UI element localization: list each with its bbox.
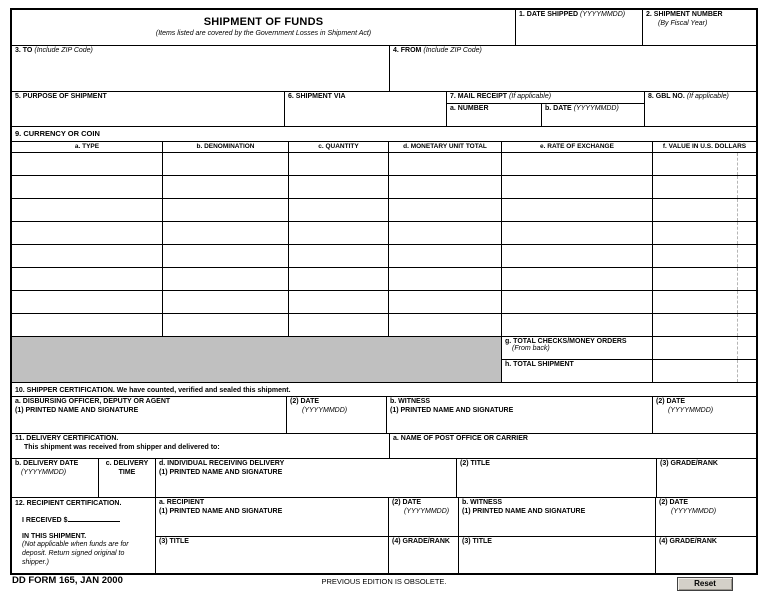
currency-row xyxy=(12,268,756,291)
from-hint: (Include ZIP Code) xyxy=(423,47,482,54)
in-this-shipment-label: IN THIS SHIPMENT. xyxy=(22,532,87,540)
carrier-label: a. NAME OF POST OFFICE OR CARRIER xyxy=(393,435,528,442)
recipient-witness-date-label: (2) DATE xyxy=(659,499,689,506)
currency-cell-f[interactable] xyxy=(653,222,756,244)
currency-row xyxy=(12,314,756,337)
date-shipped-hint: (YYYYMMDD) xyxy=(580,11,626,18)
recipient-date-label: (2) DATE xyxy=(392,499,422,506)
date-shipped-label: 1. DATE SHIPPED xyxy=(519,11,578,18)
mail-receipt-label: 7. MAIL RECEIPT xyxy=(450,93,508,100)
recipient-grade-field[interactable] xyxy=(389,537,459,575)
currency-table-header xyxy=(12,142,756,153)
currency-row xyxy=(12,222,756,245)
gbl-field[interactable] xyxy=(645,92,756,126)
recipient-witness-grade-label: (4) GRADE/RANK xyxy=(659,538,717,545)
shipper-witness-label: b. WITNESS xyxy=(390,398,431,405)
disbursing-officer-label: a. DISBURSING OFFICER, DEPUTY OR AGENT xyxy=(15,398,171,405)
dd-form-165 xyxy=(10,8,758,575)
from-label: 4. FROM xyxy=(393,47,422,54)
currency-cell-a[interactable] xyxy=(12,245,163,267)
currency-section-title: 9. CURRENCY OR COIN xyxy=(12,127,756,142)
shipment-via-label: 6. SHIPMENT VIA xyxy=(288,93,346,100)
recipient-certification-block xyxy=(12,498,756,575)
individual-receiving-field[interactable] xyxy=(156,459,457,497)
received-amount-line[interactable] xyxy=(15,514,152,526)
recipient-witness-field[interactable] xyxy=(459,498,656,536)
currency-row xyxy=(12,291,756,314)
currency-cell-a[interactable] xyxy=(12,199,163,221)
total-shipment-row xyxy=(502,360,756,382)
currency-cell-e[interactable] xyxy=(502,176,653,198)
currency-cell-c[interactable] xyxy=(289,153,389,175)
total-checks-label-cell xyxy=(502,337,653,359)
shipper-certification-title-text: 10. SHIPPER CERTIFICATION. We have counted, verified and sealed this shipment. xyxy=(15,387,291,394)
total-checks-label: g. TOTAL CHECKS/MONEY ORDERS xyxy=(505,338,627,345)
currency-cell-d[interactable] xyxy=(389,199,502,221)
individual-receiving-label: d. INDIVIDUAL RECEIVING DELIVERY xyxy=(159,460,285,467)
recipient-label: a. RECIPIENT xyxy=(159,499,205,506)
mail-receipt-block xyxy=(447,92,645,126)
recipient-row xyxy=(156,498,756,537)
currency-cell-f[interactable] xyxy=(653,176,756,198)
to-hint: (Include ZIP Code) xyxy=(34,47,93,54)
currency-cell-f[interactable] xyxy=(653,245,756,267)
currency-cell-c[interactable] xyxy=(289,268,389,290)
carrier-field[interactable] xyxy=(390,434,756,458)
delivery-title-field[interactable] xyxy=(457,459,657,497)
currency-cell-b[interactable] xyxy=(163,245,289,267)
purpose-label: 5. PURPOSE OF SHIPMENT xyxy=(15,93,107,100)
individual-receiving-sub-label: (1) PRINTED NAME AND SIGNATURE xyxy=(159,468,283,476)
currency-cell-f[interactable] xyxy=(653,314,756,336)
col-header-rate-of-exchange: e. RATE OF EXCHANGE xyxy=(502,142,653,152)
currency-cell-c[interactable] xyxy=(289,314,389,336)
currency-cell-a[interactable] xyxy=(12,153,163,175)
currency-cell-a[interactable] xyxy=(12,314,163,336)
currency-cell-a[interactable] xyxy=(12,268,163,290)
recipient-certification-right xyxy=(156,498,756,575)
shipper-certification-row xyxy=(12,397,756,434)
currency-cell-f[interactable] xyxy=(653,199,756,221)
currency-cell-e[interactable] xyxy=(502,245,653,267)
currency-cell-a[interactable] xyxy=(12,176,163,198)
recipient-field[interactable] xyxy=(156,498,389,536)
gbl-hint: (If applicable) xyxy=(686,93,729,100)
col-header-denomination: b. DENOMINATION xyxy=(163,142,289,152)
recipient-certification-left xyxy=(12,498,156,575)
currency-cell-b[interactable] xyxy=(163,291,289,313)
currency-cell-b[interactable] xyxy=(163,222,289,244)
disbursing-officer-sub-label: (1) PRINTED NAME AND SIGNATURE xyxy=(15,406,139,414)
shipment-number-label: 2. SHIPMENT NUMBER xyxy=(646,11,723,18)
currency-cell-c[interactable] xyxy=(289,199,389,221)
total-checks-row xyxy=(502,337,756,360)
currency-cell-e[interactable] xyxy=(502,268,653,290)
currency-cell-b[interactable] xyxy=(163,176,289,198)
shipment-via-field[interactable] xyxy=(285,92,447,126)
delivery-certification-title: 11. DELIVERY CERTIFICATION. xyxy=(15,435,119,442)
recipient-witness-label: b. WITNESS xyxy=(462,499,503,506)
mail-date-field[interactable] xyxy=(542,104,644,126)
total-shipment-label-cell xyxy=(502,360,653,382)
shipper-date-label: (2) DATE xyxy=(290,398,320,405)
delivery-grade-label: (3) GRADE/RANK xyxy=(660,460,718,467)
date-shipped-field[interactable] xyxy=(516,10,643,45)
totals-right xyxy=(502,337,756,382)
currency-cell-e[interactable] xyxy=(502,199,653,221)
recipient-witness-title-label: (3) TITLE xyxy=(462,538,492,545)
currency-cell-f[interactable] xyxy=(653,291,756,313)
recipient-sub-label: (1) PRINTED NAME AND SIGNATURE xyxy=(159,507,283,515)
recipient-witness-title-field[interactable] xyxy=(459,537,656,575)
mail-receipt-hint: (If applicable) xyxy=(509,93,552,100)
recipient-title-row xyxy=(156,537,756,575)
delivery-date-label: b. DELIVERY DATE xyxy=(15,460,79,467)
currency-cell-b[interactable] xyxy=(163,199,289,221)
recipient-title-label: (3) TITLE xyxy=(159,538,189,545)
to-field[interactable] xyxy=(12,46,390,91)
currency-cell-c[interactable] xyxy=(289,222,389,244)
shipper-date-field[interactable] xyxy=(287,397,387,433)
shipper-witness-field[interactable] xyxy=(387,397,653,433)
currency-cell-c[interactable] xyxy=(289,291,389,313)
shipment-number-field[interactable] xyxy=(643,10,756,45)
shipper-certification-title xyxy=(12,383,756,397)
recipient-witness-date-field[interactable] xyxy=(656,498,756,536)
currency-cell-d[interactable] xyxy=(389,222,502,244)
recipient-date-field[interactable] xyxy=(389,498,459,536)
mail-date-label: b. DATE xyxy=(545,105,572,112)
delivery-certification-subtitle: This shipment was received from shipper and delivered to: xyxy=(24,443,220,451)
currency-row xyxy=(12,153,756,176)
currency-cell-c[interactable] xyxy=(289,245,389,267)
recipient-witness-date-hint: (YYYYMMDD) xyxy=(671,507,717,515)
to-label: 3. TO xyxy=(15,47,33,54)
disbursing-officer-field[interactable] xyxy=(12,397,287,433)
col-header-monetary-unit-total: d. MONETARY UNIT TOTAL xyxy=(389,142,502,152)
mail-number-field[interactable] xyxy=(447,104,542,126)
delivery-certification-row xyxy=(12,459,756,498)
currency-cell-f[interactable] xyxy=(653,153,756,175)
currency-cell-d[interactable] xyxy=(389,291,502,313)
currency-cell-d[interactable] xyxy=(389,176,502,198)
title-row xyxy=(12,10,756,46)
col-header-quantity: c. QUANTITY xyxy=(289,142,389,152)
shipper-date-hint: (YYYYMMDD) xyxy=(302,406,348,414)
currency-cell-e[interactable] xyxy=(502,153,653,175)
currency-cell-d[interactable] xyxy=(389,268,502,290)
currency-cell-f[interactable] xyxy=(653,268,756,290)
currency-cell-a[interactable] xyxy=(12,291,163,313)
currency-cell-e[interactable] xyxy=(502,314,653,336)
currency-cell-b[interactable] xyxy=(163,314,289,336)
shipper-witness-sub-label: (1) PRINTED NAME AND SIGNATURE xyxy=(390,406,514,414)
recipient-date-hint: (YYYYMMDD) xyxy=(404,507,450,515)
received-label: I RECEIVED $ xyxy=(22,516,68,524)
delivery-grade-field[interactable] xyxy=(657,459,756,497)
col-header-type: a. TYPE xyxy=(12,142,163,152)
delivery-date-field[interactable] xyxy=(12,459,99,497)
currency-cell-e[interactable] xyxy=(502,222,653,244)
purpose-field[interactable] xyxy=(12,92,285,126)
shipper-witness-date-field[interactable] xyxy=(653,397,756,433)
delivery-certification-title-cell xyxy=(12,434,390,458)
form-title-block xyxy=(12,10,516,45)
recipient-grade-label: (4) GRADE/RANK xyxy=(392,538,450,545)
currency-cell-d[interactable] xyxy=(389,245,502,267)
total-checks-hint: (From back) xyxy=(512,345,550,352)
form-title: SHIPMENT OF FUNDS xyxy=(203,16,324,28)
delivery-certification-header xyxy=(12,434,756,459)
shaded-area xyxy=(12,337,502,382)
currency-table-body xyxy=(12,153,756,337)
form-subtitle: (Items listed are covered by the Government Losses in Shipment Act) xyxy=(155,29,372,37)
recipient-witness-sub-label: (1) PRINTED NAME AND SIGNATURE xyxy=(462,507,586,515)
form-id: DD FORM 165, JAN 2000 xyxy=(12,575,123,586)
currency-row xyxy=(12,199,756,222)
delivery-title-label: (2) TITLE xyxy=(460,460,490,467)
total-shipment-label: h. TOTAL SHIPMENT xyxy=(505,361,574,368)
mail-receipt-subrow xyxy=(447,104,644,126)
recipient-certification-title: 12. RECIPIENT CERTIFICATION. xyxy=(15,500,122,507)
from-field[interactable] xyxy=(390,46,756,91)
currency-cell-e[interactable] xyxy=(502,291,653,313)
currency-cell-b[interactable] xyxy=(163,153,289,175)
reset-button[interactable]: Reset xyxy=(677,577,733,591)
obsolete-note: PREVIOUS EDITION IS OBSOLETE. xyxy=(321,577,447,586)
totals-block xyxy=(12,337,756,383)
currency-cell-b[interactable] xyxy=(163,268,289,290)
col-header-value-us-dollars: f. VALUE IN U.S. DOLLARS xyxy=(662,143,747,150)
received-amount-blank[interactable] xyxy=(68,514,120,522)
recipient-certification-note: (Not applicable when funds are for deposit. Return signed original to shipper.) xyxy=(22,541,129,566)
recipient-title-field[interactable] xyxy=(156,537,389,575)
currency-cell-d[interactable] xyxy=(389,314,502,336)
mail-number-label: a. NUMBER xyxy=(450,105,489,112)
currency-cell-d[interactable] xyxy=(389,153,502,175)
shipment-number-hint: (By Fiscal Year) xyxy=(658,19,708,27)
total-checks-value[interactable] xyxy=(653,337,756,359)
currency-row xyxy=(12,245,756,268)
mail-date-hint: (YYYYMMDD) xyxy=(573,105,619,112)
shipper-witness-date-hint: (YYYYMMDD) xyxy=(668,406,714,414)
currency-row xyxy=(12,176,756,199)
shipment-info-row xyxy=(12,92,756,127)
gbl-label: 8. GBL NO. xyxy=(648,93,685,100)
currency-cell-a[interactable] xyxy=(12,222,163,244)
total-shipment-value[interactable] xyxy=(653,360,756,382)
shipper-witness-date-label: (2) DATE xyxy=(656,398,686,405)
mail-receipt-header xyxy=(447,92,644,104)
recipient-witness-grade-field[interactable] xyxy=(656,537,756,575)
delivery-date-hint: (YYYYMMDD) xyxy=(21,468,67,476)
currency-cell-c[interactable] xyxy=(289,176,389,198)
delivery-time-label: c. DELIVERY TIME xyxy=(105,460,149,476)
address-row xyxy=(12,46,756,92)
delivery-time-field[interactable] xyxy=(99,459,156,497)
